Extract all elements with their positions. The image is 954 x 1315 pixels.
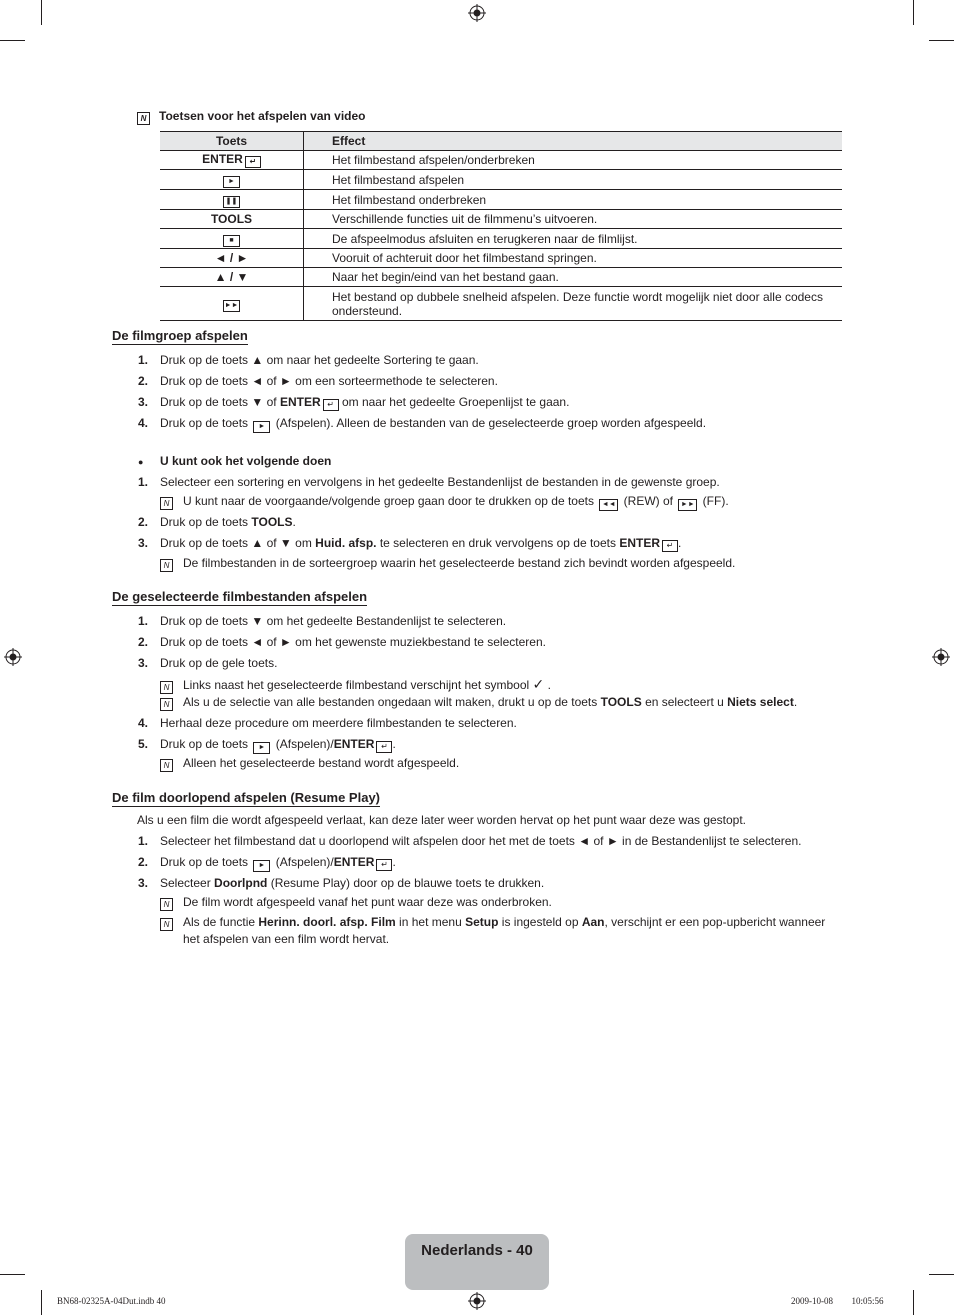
step-text: (Afspelen). Alleen de bestanden van de geselecteerde groep worden afgespeeld. — [275, 416, 707, 430]
fast-forward-icon: ►► — [678, 499, 697, 511]
list-item — [138, 475, 720, 489]
note-text: en selecteert u — [641, 695, 728, 709]
note-continuation: het afspelen van een film wordt hervat. — [183, 932, 390, 946]
key-cell — [160, 229, 304, 249]
step-number: 3. — [138, 536, 149, 550]
note-icon: N — [137, 112, 150, 125]
crop-mark — [913, 1290, 914, 1315]
crop-mark — [0, 1274, 25, 1275]
step-text: (Afspelen)/ — [275, 855, 334, 869]
note-item — [160, 556, 735, 572]
registration-mark-icon — [468, 4, 486, 22]
effect-cell: Het filmbestand onderbreken — [304, 190, 843, 210]
effect-cell: Het filmbestand afspelen — [304, 170, 843, 190]
print-slug-left: BN68-02325A-04Dut.indb 40 — [57, 1296, 166, 1306]
bullet-icon: ● — [138, 457, 144, 467]
table-row — [160, 229, 842, 249]
table-row — [160, 249, 842, 268]
step-text: Druk op de toets — [160, 855, 252, 869]
step-text: Herhaal deze procedure om meerdere filmbestanden te selecteren. — [160, 716, 517, 730]
step-text: (Resume Play) door op de blauwe toets te drukken. — [267, 876, 545, 890]
table-row — [160, 170, 842, 190]
step-number: 2. — [138, 374, 149, 388]
section-title: De film doorlopend afspelen (Resume Play) — [112, 790, 380, 805]
enter-icon: ↵ — [245, 156, 261, 168]
step-text: Druk op de gele toets. — [160, 656, 278, 670]
key-cell: ▲ / ▼ — [160, 268, 304, 287]
step-text: Druk op de toets ▼ om het gedeelte Bestandenlijst te selecteren. — [160, 614, 507, 628]
note-text: . — [547, 678, 551, 692]
step-text: Druk op de toets — [160, 416, 252, 430]
list-item — [138, 614, 506, 628]
bullet-item — [138, 454, 331, 468]
step-number: 1. — [138, 834, 149, 848]
note-item — [160, 695, 797, 711]
step-text: Druk op de toets ▲ of ▼ om — [160, 536, 316, 550]
list-item — [138, 656, 277, 670]
key-cell — [160, 190, 304, 210]
enter-icon: ↵ — [662, 540, 678, 552]
step-text: Druk op de toets ▼ of — [160, 395, 280, 409]
key-label: ENTER — [202, 152, 243, 166]
table-header-row — [160, 132, 842, 151]
registration-mark-icon — [932, 648, 950, 666]
rewind-icon: ◄◄ — [599, 499, 618, 511]
enter-icon: ↵ — [376, 859, 392, 871]
note-text: in het menu — [395, 915, 466, 929]
stop-icon: ■ — [223, 235, 240, 247]
key-cell: ◄ / ► — [160, 249, 304, 268]
key-cell — [160, 287, 304, 321]
menu-option: Setup — [465, 915, 499, 929]
play-icon: ► — [223, 176, 240, 188]
step-text: te selecteren en druk vervolgens op de toets — [376, 536, 620, 550]
enter-key-label: ENTER — [619, 536, 660, 550]
registration-mark-icon — [4, 648, 22, 666]
enter-icon: ↵ — [323, 399, 339, 411]
crop-mark — [913, 0, 914, 25]
step-text: Druk op de toets — [160, 737, 252, 751]
step-text: Druk op de toets ▲ om naar het gedeelte Sortering te gaan. — [160, 353, 479, 367]
enter-key-label: ENTER — [279, 395, 321, 409]
note-item — [160, 915, 825, 931]
note-text: Als de functie — [183, 915, 259, 929]
note-icon: N — [160, 559, 173, 572]
menu-option: Niets select — [727, 695, 794, 709]
step-number: 4. — [138, 416, 149, 430]
note-text: De film wordt afgespeeld vanaf het punt waar deze was onderbroken. — [183, 895, 552, 909]
section-title: De geselecteerde filmbestanden afspelen — [112, 589, 368, 604]
play-icon: ► — [253, 860, 270, 872]
step-number: 1. — [138, 353, 149, 367]
list-item — [138, 855, 396, 872]
table-title — [137, 109, 366, 125]
note-item — [160, 676, 551, 694]
step-number: 2. — [138, 515, 149, 529]
enter-key-label: ENTER — [333, 737, 375, 751]
step-number: 5. — [138, 737, 149, 751]
effect-cell: Verschillende functies uit de filmmenu’s uitvoeren. — [304, 210, 843, 229]
effect-cell: De afspeelmodus afsluiten en terugkeren naar de filmlijst. — [304, 229, 843, 249]
step-number: 4. — [138, 716, 149, 730]
key-cell: TOOLS — [160, 210, 304, 229]
note-item — [160, 494, 729, 511]
registration-mark-icon — [468, 1292, 486, 1310]
enter-icon: ↵ — [376, 741, 392, 753]
step-number: 3. — [138, 876, 149, 890]
list-item — [138, 834, 801, 848]
column-header-toets: Toets — [160, 132, 304, 151]
play-icon: ► — [253, 742, 270, 754]
table-row — [160, 151, 842, 170]
note-text: is ingesteld op — [498, 915, 582, 929]
note-icon: N — [160, 918, 173, 931]
crop-mark — [41, 0, 42, 25]
table-row — [160, 210, 842, 229]
menu-option: Herinn. doorl. afsp. Film — [258, 915, 396, 929]
note-text: , verschijnt er een pop-upbericht wanneer — [604, 915, 826, 929]
note-text: Als u de selectie van alle bestanden ongedaan wilt maken, drukt u op de toets — [183, 695, 601, 709]
step-text: Druk op de toets ◄ of ► om het gewenste muziekbestand te selecteren. — [160, 635, 546, 649]
print-slug-right: 2009-10-08 ￿￿ 10:05:56 — [791, 1296, 884, 1306]
step-number: 3. — [138, 656, 149, 670]
list-item — [138, 536, 681, 552]
table-row — [160, 268, 842, 287]
play-icon: ► — [253, 421, 270, 433]
list-item — [138, 876, 544, 890]
section-title: De filmgroep afspelen — [112, 328, 248, 343]
list-item — [138, 416, 706, 433]
tools-key-label: TOOLS — [600, 695, 642, 709]
step-text: Druk op de toets — [160, 515, 252, 529]
step-text: Selecteer het filmbestand dat u doorlopend wilt afspelen door het met de toets ◄ of ► in de Bestandenlijst te selecteren. — [160, 834, 802, 848]
note-item — [160, 756, 459, 772]
effect-line: ondersteund. — [332, 303, 403, 318]
effect-line: Het bestand op dubbele snelheid afspelen. Deze functie wordt mogelijk niet door alle codecs — [332, 289, 823, 304]
crop-mark — [929, 40, 954, 41]
step-text: . — [677, 536, 682, 550]
key-cell — [160, 151, 304, 170]
note-text: (REW) of — [623, 494, 677, 508]
checkmark-icon: ✓ — [532, 676, 545, 692]
page-number-label: Nederlands - 40 — [421, 1242, 533, 1259]
effect-cell: Vooruit of achteruit door het filmbestand springen. — [304, 249, 843, 268]
crop-mark — [41, 1290, 42, 1315]
tools-key-label: TOOLS — [251, 515, 293, 529]
bullet-title: U kunt ook het volgende doen — [160, 454, 332, 468]
effect-cell: Het filmbestand afspelen/onderbreken — [304, 151, 843, 170]
list-item — [138, 395, 569, 411]
list-item — [138, 635, 546, 649]
step-text: . — [292, 515, 296, 529]
step-text: om naar het gedeelte Groepenlijst te gaan. — [338, 395, 570, 409]
pause-icon: ❚❚ — [223, 196, 240, 208]
note-text: (FF). — [702, 494, 729, 508]
note-text: . — [793, 695, 798, 709]
effect-cell — [304, 287, 843, 321]
step-text: Druk op de toets ◄ of ► om een sorteermethode te selecteren. — [160, 374, 498, 388]
note-icon: N — [160, 898, 173, 911]
table-row — [160, 287, 842, 321]
column-header-effect: Effect — [304, 132, 843, 151]
section-intro: Als u een film die wordt afgespeeld verlaat, kan deze later weer worden hervat op het punt waar deze was gestopt. — [137, 813, 747, 827]
key-table — [160, 131, 842, 321]
enter-key-label: ENTER — [333, 855, 375, 869]
list-item — [138, 515, 296, 529]
step-text: (Afspelen)/ — [275, 737, 334, 751]
fast-forward-icon: ►► — [223, 300, 240, 312]
step-number: 2. — [138, 855, 149, 869]
crop-mark — [0, 40, 25, 41]
step-text: Selecteer — [160, 876, 215, 890]
menu-option: Aan — [581, 915, 605, 929]
step-number: 2. — [138, 635, 149, 649]
key-cell — [160, 170, 304, 190]
menu-option: Doorlpnd — [214, 876, 268, 890]
note-icon: N — [160, 698, 173, 711]
step-text: . — [392, 855, 396, 869]
list-item — [138, 353, 479, 367]
note-text: De filmbestanden in de sorteergroep waarin het geselecteerde bestand zich bevindt worden afgespeeld. — [183, 556, 736, 570]
note-icon: N — [160, 497, 173, 510]
crop-mark — [929, 1274, 954, 1275]
step-number: 3. — [138, 395, 149, 409]
step-text: . — [392, 737, 396, 751]
list-item — [138, 374, 498, 388]
list-item — [138, 716, 517, 730]
step-number: 1. — [138, 475, 149, 489]
table-row — [160, 190, 842, 210]
note-text: U kunt naar de voorgaande/volgende groep gaan door te drukken op de toets — [183, 494, 598, 508]
note-text: Links naast het geselecteerde filmbestand verschijnt het symbool — [183, 678, 530, 692]
note-text: Alleen het geselecteerde bestand wordt afgespeeld. — [183, 756, 460, 770]
effect-cell: Naar het begin/eind van het bestand gaan. — [304, 268, 843, 287]
note-icon: N — [160, 681, 173, 694]
note-item — [160, 895, 552, 911]
step-text: Selecteer een sortering en vervolgens in het gedeelte Bestandenlijst de bestanden in de gewenste groep. — [160, 475, 720, 489]
list-item — [138, 737, 396, 754]
table-title-text: Toetsen voor het afspelen van video — [159, 109, 366, 123]
step-number: 1. — [138, 614, 149, 628]
menu-option: Huid. afsp. — [315, 536, 377, 550]
note-icon: N — [160, 759, 173, 772]
